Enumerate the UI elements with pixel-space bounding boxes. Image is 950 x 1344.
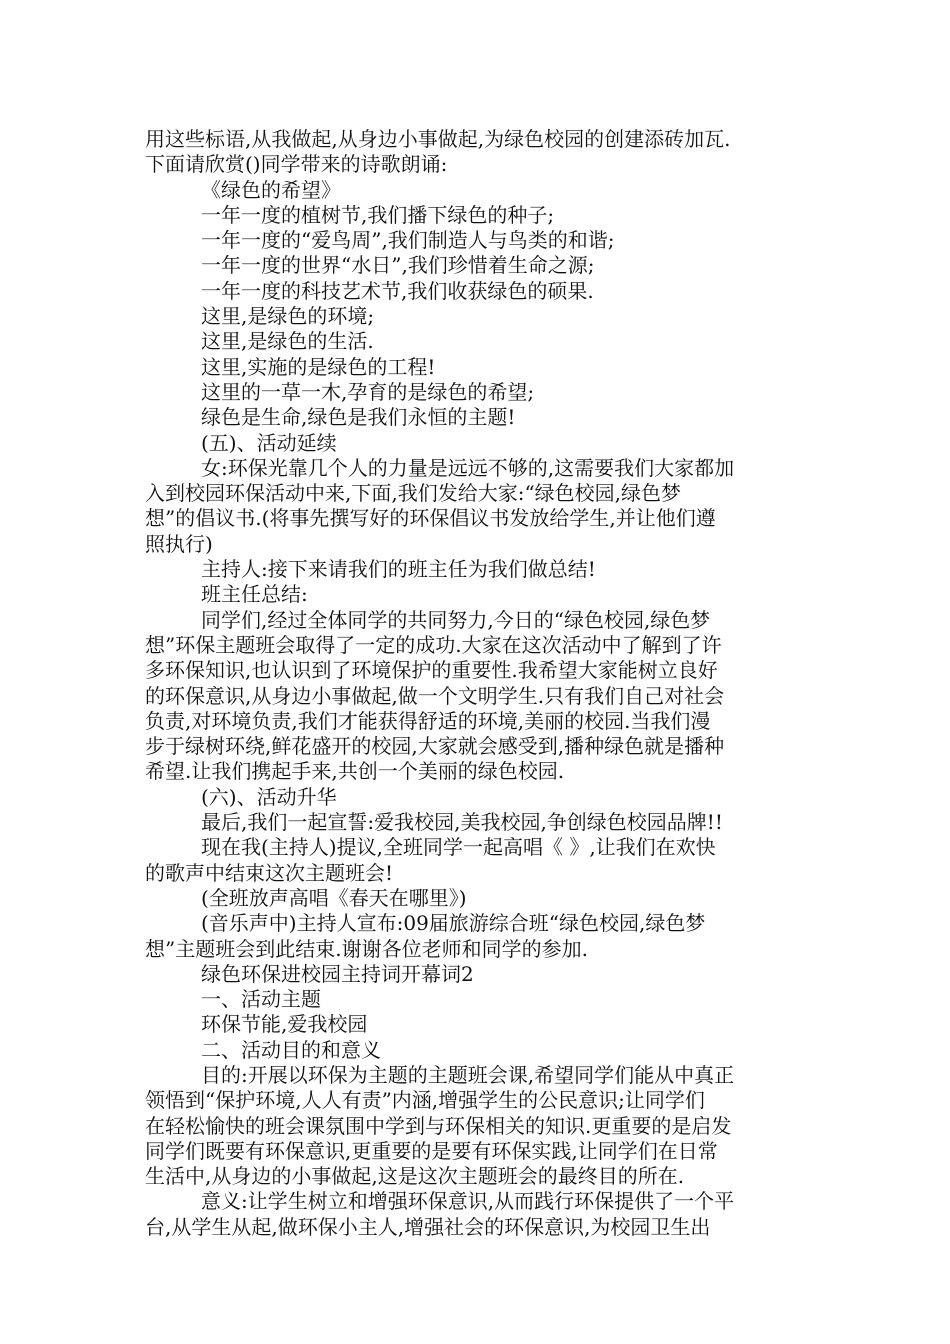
text-line: 多环保知识,也认识到了环境保护的重要性.我希望大家能树立良好 [145,658,718,683]
text-line: 照执行) [145,531,213,556]
text-line: 下面请欣赏()同学带来的诗歌朗诵: [145,152,448,177]
text-line: 绿色环保进校园主持词开幕词2 [201,961,474,986]
text-line: 用这些标语,从我做起,从身边小事做起,为绿色校园的创建添砖加瓦. [145,127,731,151]
text-line: (音乐声中)主持人宣布:09届旅游综合班“绿色校园,绿色梦 [201,911,706,936]
text-line: 同学们既要有环保意识,更重要的是要有环保实践,让同学们在日常 [145,1138,718,1163]
text-line: 这里,是绿色的生活. [201,329,374,354]
text-line: 这里,是绿色的环境; [201,304,375,329]
text-line: 《绿色的希望》 [201,177,341,202]
text-line: 负责,对环境负责,我们才能获得舒适的环境,美丽的校园.当我们漫 [145,708,711,733]
text-line: 步于绿树环绕,鲜花盛开的校园,大家就会感受到,播种绿色就是播种 [145,734,725,759]
text-line: 二、活动目的和意义 [201,1037,381,1062]
text-line: 目的:开展以环保为主题的主题班会课,希望同学们能从中真正 [201,1062,735,1087]
text-line: 想”的倡议书.(将事先撰写好的环保倡议书发放给学生,并让他们遵 [145,506,716,531]
text-line: 生活中,从身边的小事做起,这是这次主题班会的最终目的所在. [145,1164,685,1189]
text-line: 领悟到“保护环境,人人有责”内涵,增强学生的公民意识;让同学们 [145,1088,705,1113]
text-line: 这里,实施的是绿色的工程! [201,354,436,379]
text-line: 在轻松愉快的班会课氛围中学到与环保相关的知识.更重要的是启发 [145,1113,732,1138]
text-line: 环保节能,爱我校园 [201,1012,368,1037]
text-line: (六)、活动升华 [201,784,337,809]
text-line: 一年一度的“爱鸟周”,我们制造人与鸟类的和谐; [201,228,615,253]
text-line: 现在我(主持人)提议,全班同学一起高唱《 》,让我们在欢快 [201,835,716,860]
text-line: 一年一度的科技艺术节,我们收获绿色的硕果. [201,278,594,303]
text-line: 的歌声中结束这次主题班会! [145,860,394,885]
text-line: 最后,我们一起宣誓:爱我校园,美我校园,争创绿色校园品牌!! [201,810,723,835]
text-line: 班主任总结: [201,582,308,607]
text-line: 的环保意识,从身边小事做起,做一个文明学生.只有我们自己对社会 [145,683,725,708]
text-line: 想”主题班会到此结束.谢谢各位老师和同学的参加. [145,936,588,961]
text-line: 主持人:接下来请我们的班主任为我们做总结! [201,557,596,582]
text-line: 这里的一草一木,孕育的是绿色的希望; [201,379,535,404]
text-line: (全班放声高唱《春天在哪里》) [201,885,467,910]
text-line: 想”环保主题班会取得了一定的成功.大家在这次活动中了解到了许 [145,632,722,657]
text-line: 入到校园环保活动中来,下面,我们发给大家:“绿色校园,绿色梦 [145,481,682,506]
text-line: 希望.让我们携起手来,共创一个美丽的绿色校园. [145,759,565,784]
text-line: 女:环保光靠几个人的力量是远远不够的,这需要我们大家都加 [201,455,735,480]
text-line: 台,从学生从起,做环保小主人,增强社会的环保意识,为校园卫生出 [145,1214,711,1239]
text-line: (五)、活动延续 [201,430,337,455]
text-line: 绿色是生命,绿色是我们永恒的主题! [201,405,516,430]
document-body [145,127,815,1240]
text-line: 一年一度的世界“水日”,我们珍惜着生命之源; [201,253,595,278]
text-line: 一年一度的植树节,我们播下绿色的种子; [201,202,555,227]
text-line: 一、活动主题 [201,987,321,1012]
text-line: 同学们,经过全体同学的共同努力,今日的“绿色校园,绿色梦 [201,607,711,632]
text-line: 意义:让学生树立和增强环保意识,从而践行环保提供了一个平 [201,1189,735,1214]
